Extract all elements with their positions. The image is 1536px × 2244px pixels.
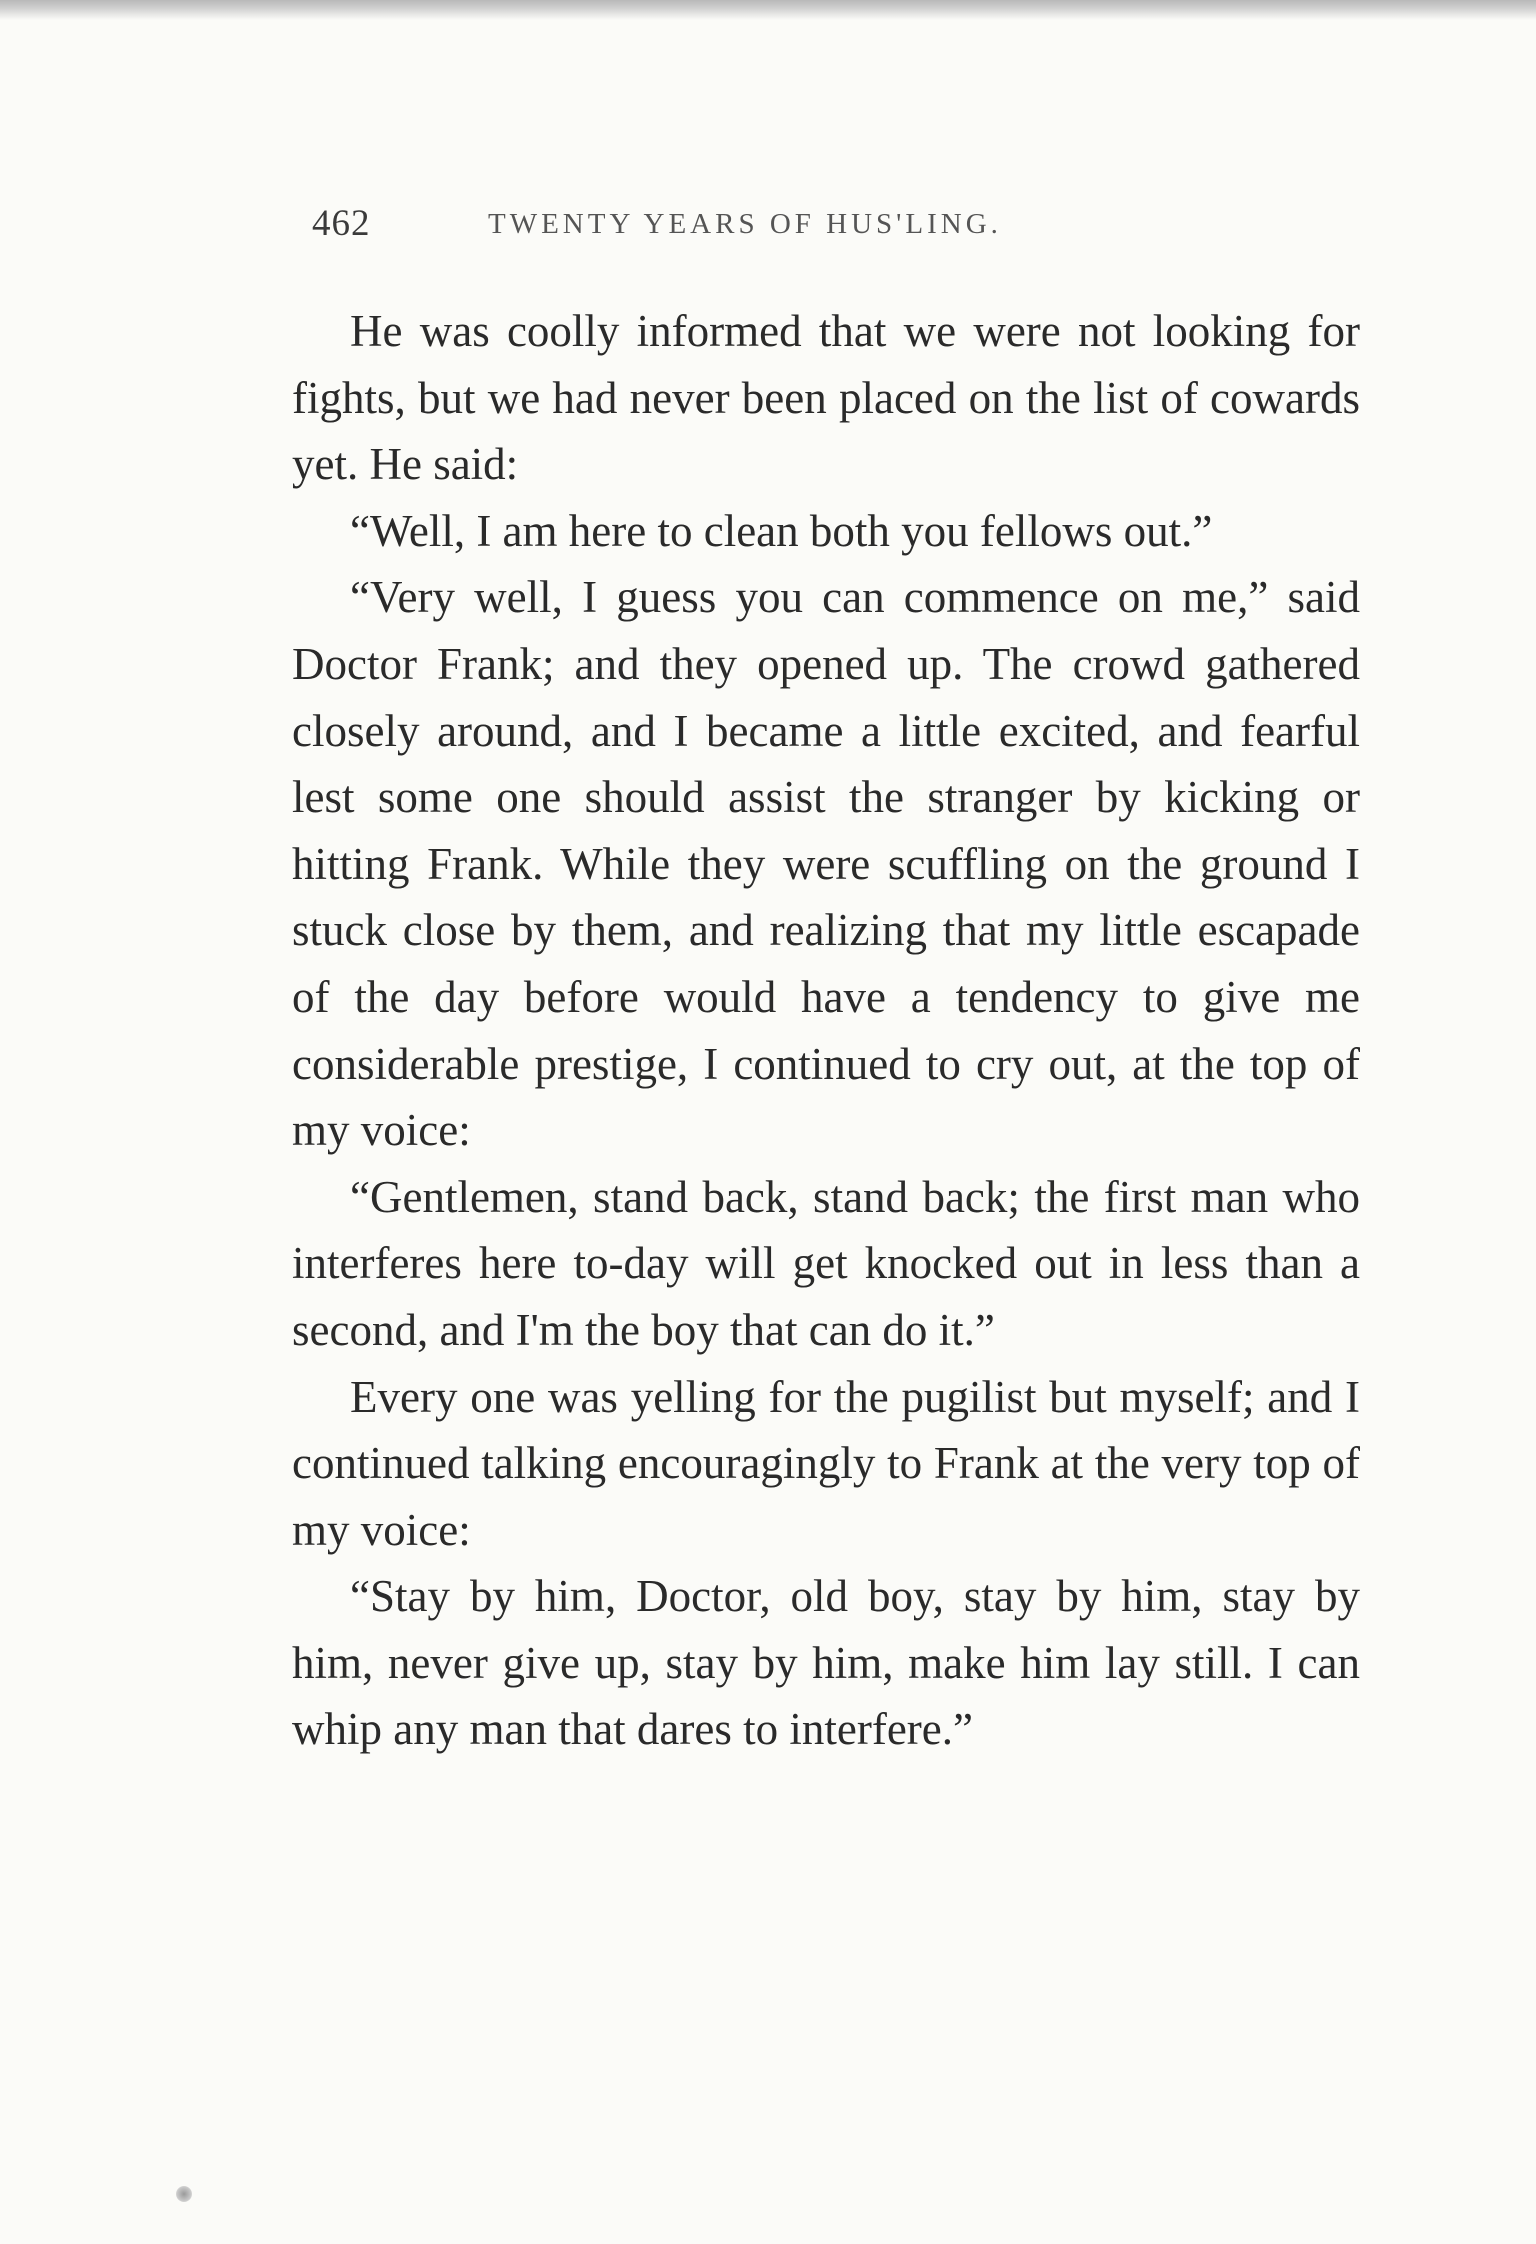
paragraph: Every one was yelling for the pugilist but myself; and I continued talking encouragingly to Frank at the very top of my voice: bbox=[292, 1371, 1360, 1555]
body-text bbox=[292, 298, 1360, 1763]
page-header bbox=[312, 202, 1212, 252]
paragraph: “Stay by him, Doctor, old boy, stay by him, stay by him, never give up, stay by him, make him lay still. I can whip any man that dares to interfere.” bbox=[292, 1571, 1360, 1755]
scan-edge bbox=[0, 0, 1536, 20]
page-number: 462 bbox=[312, 203, 371, 244]
paragraph: “Well, I am here to clean both you fellows out.” bbox=[350, 505, 1213, 556]
paragraph: “Gentlemen, stand back, stand back; the first man who interferes here to-day will get knocked out in less than a second, and I'm the boy that can do it.” bbox=[292, 1171, 1360, 1355]
running-title: TWENTY YEARS OF HUS'LING. bbox=[488, 208, 1002, 240]
paragraph: “Very well, I guess you can commence on me,” said Doctor Frank; and they opened up. The crowd gathered closely around, and I became a little excited, and fearful lest some one should assist the stranger by kicking or hitting Frank. While they were scuffling on the ground I stuck close by them, and realizing that my little escapade of the day before would have a tendency to give me considerable prestige, I continued to cry out, at the top of my voice: bbox=[292, 572, 1360, 1156]
paragraph: He was coolly informed that we were not looking for fights, but we had never been placed on the list of cowards yet. He said: bbox=[292, 306, 1360, 490]
ink-spot bbox=[176, 2186, 192, 2202]
